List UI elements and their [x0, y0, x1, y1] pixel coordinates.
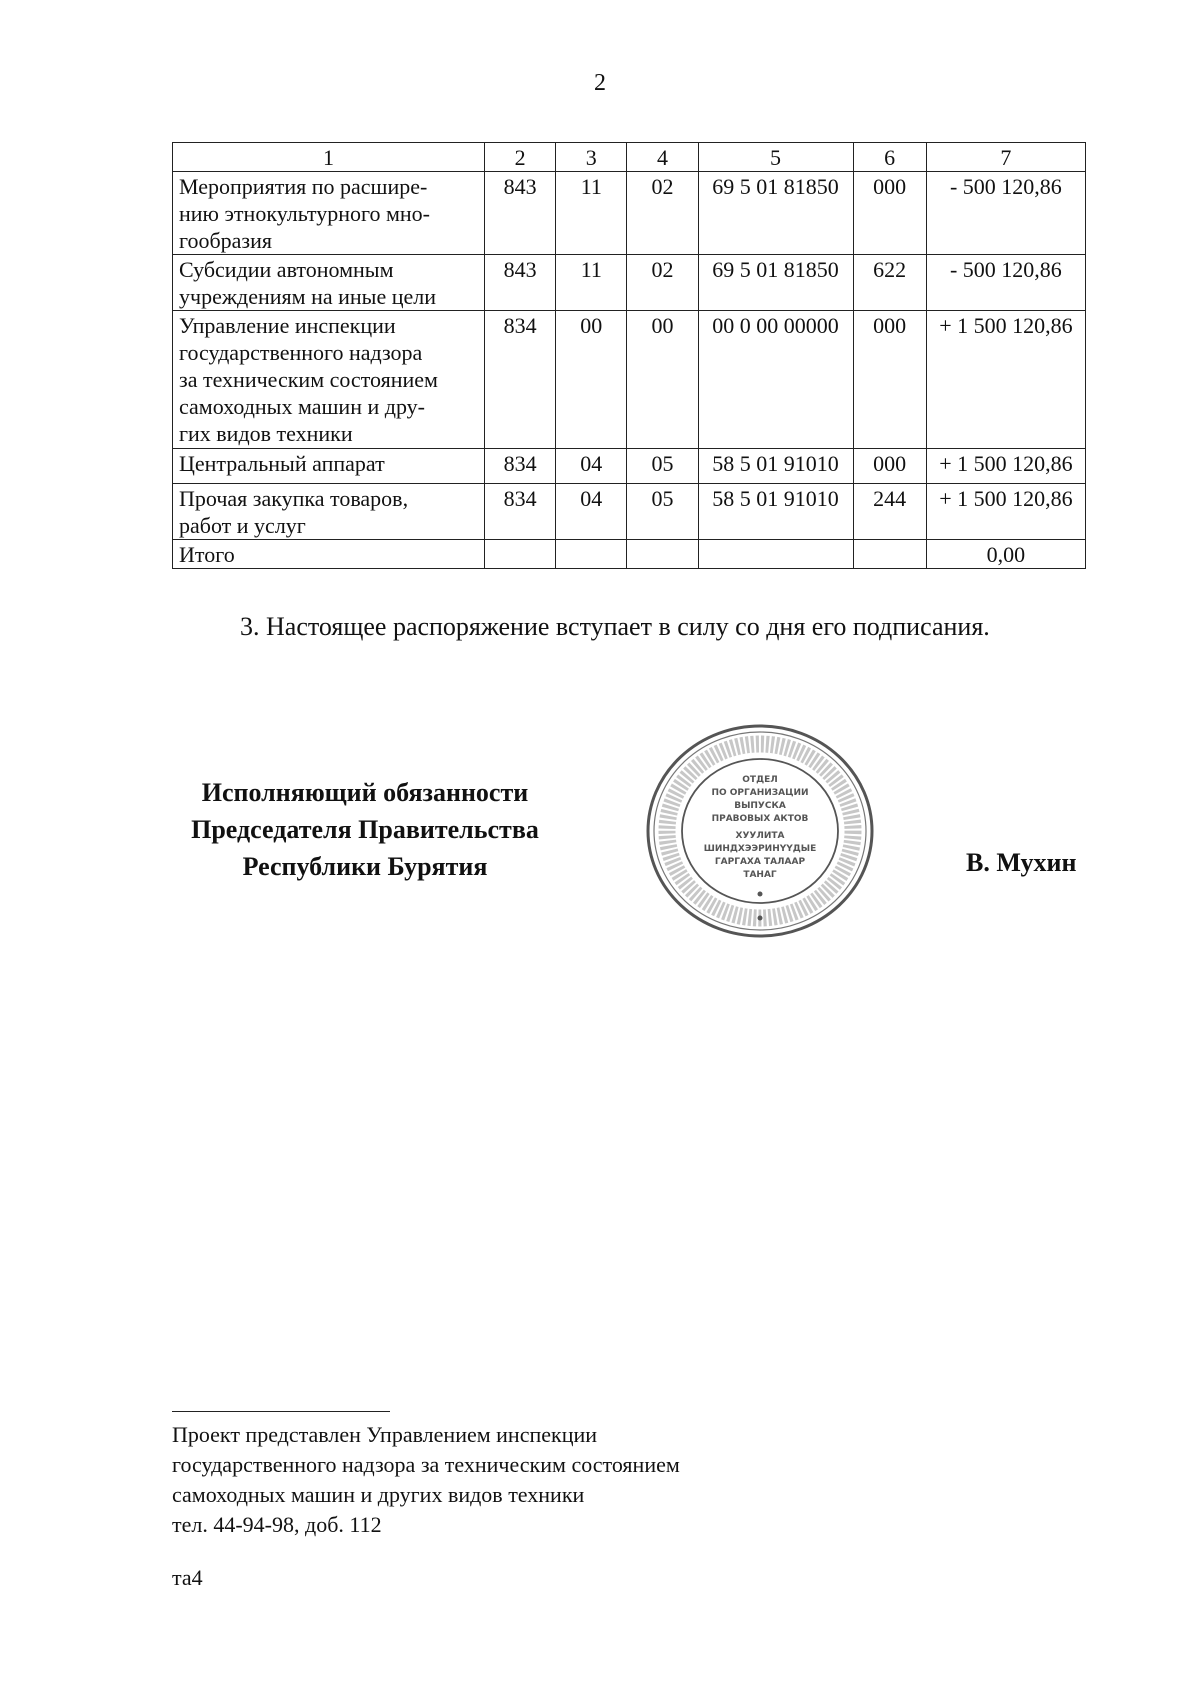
- cell-section: 04: [556, 484, 627, 540]
- cell-subsection: 00: [627, 311, 698, 449]
- cell-expense-type: 000: [853, 172, 926, 255]
- cell-ministry-code: 843: [485, 172, 556, 255]
- cell-expense-type: 000: [853, 311, 926, 449]
- official-seal-stamp: [644, 722, 876, 940]
- cell-subsection: 02: [627, 172, 698, 255]
- table-row: [173, 172, 1086, 255]
- cell-ministry-code: 843: [485, 255, 556, 311]
- seal-inner-line: ПО ОРГАНИЗАЦИИ: [711, 788, 809, 798]
- signature-title-line: Председателя Правительства: [191, 815, 539, 844]
- table-row: [173, 255, 1086, 311]
- footnote-line: самоходных машин и других видов техники: [172, 1482, 585, 1507]
- cell-subsection: 05: [627, 449, 698, 484]
- cell-section: 11: [556, 172, 627, 255]
- column-header: 3: [556, 143, 627, 172]
- seal-inner-line: ВЫПУСКА: [734, 801, 786, 811]
- column-header: 6: [853, 143, 926, 172]
- cell-target-article: 69 5 01 81850: [698, 255, 853, 311]
- cell-amount: 0,00: [926, 540, 1085, 569]
- signature-block: [170, 774, 560, 885]
- column-header: 1: [173, 143, 485, 172]
- footnote-rule: [172, 1411, 390, 1412]
- table-total-row: [173, 540, 1086, 569]
- seal-inner-line: ШИНДХЭЭРИНҮҮДЫЕ: [703, 844, 817, 854]
- cell-ministry-code: 834: [485, 449, 556, 484]
- seal-inner-line: ОТДЕЛ: [742, 775, 778, 785]
- cell-section: [556, 540, 627, 569]
- column-header: 2: [485, 143, 556, 172]
- cell-subsection: 05: [627, 484, 698, 540]
- table-row: [173, 449, 1086, 484]
- cell-expense-type: 244: [853, 484, 926, 540]
- cell-amount: + 1 500 120,86: [926, 449, 1085, 484]
- signature-title-line: Исполняющий обязанности: [201, 778, 529, 807]
- cell-expense-type: 622: [853, 255, 926, 311]
- clause-3: 3. Настоящее распоряжение вступает в силу со дня его подписания.: [240, 612, 990, 641]
- cell-ministry-code: 834: [485, 484, 556, 540]
- seal-inner-line: ХУУЛИТА: [735, 831, 785, 841]
- row-name: Мероприятия по расшире- нию этнокультурного мно- гообразия: [173, 172, 485, 255]
- cell-amount: + 1 500 120,86: [926, 484, 1085, 540]
- cell-section: 04: [556, 449, 627, 484]
- cell-amount: - 500 120,86: [926, 172, 1085, 255]
- cell-section: 00: [556, 311, 627, 449]
- table-row: [173, 484, 1086, 540]
- cell-ministry-code: 834: [485, 311, 556, 449]
- seal-dot-icon: [758, 892, 763, 897]
- seal-dot-icon: [758, 916, 763, 921]
- column-header: 4: [627, 143, 698, 172]
- signature-title-line: Республики Бурятия: [242, 852, 488, 881]
- cell-target-article: 58 5 01 91010: [698, 449, 853, 484]
- footnote-line: государственного надзора за техническим состоянием: [172, 1452, 680, 1477]
- page-number: 2: [594, 70, 606, 96]
- row-name: Итого: [173, 540, 485, 569]
- footnote-line: Проект представлен Управлением инспекции: [172, 1422, 598, 1447]
- seal-inner-line: ГАРГАХА ТАЛААР: [714, 857, 806, 867]
- document-code-mark: та4: [172, 1565, 203, 1590]
- cell-amount: + 1 500 120,86: [926, 311, 1085, 449]
- cell-target-article: 69 5 01 81850: [698, 172, 853, 255]
- row-name: Центральный аппарат: [173, 449, 485, 484]
- cell-target-article: 00 0 00 00000: [698, 311, 853, 449]
- column-header: 5: [698, 143, 853, 172]
- cell-expense-type: [853, 540, 926, 569]
- seal-inner-line: ТАНАГ: [743, 870, 777, 880]
- column-header: 7: [926, 143, 1085, 172]
- table-row: [173, 311, 1086, 449]
- footnote-line: тел. 44-94-98, доб. 112: [172, 1512, 382, 1537]
- cell-ministry-code: [485, 540, 556, 569]
- cell-target-article: 58 5 01 91010: [698, 484, 853, 540]
- cell-subsection: 02: [627, 255, 698, 311]
- budget-changes-table: [172, 142, 1086, 569]
- cell-subsection: [627, 540, 698, 569]
- table-header-row: [173, 143, 1086, 172]
- cell-amount: - 500 120,86: [926, 255, 1085, 311]
- row-name: Управление инспекции государственного надзора за техническим состоянием самоходных машин и дру- гих видов техники: [173, 311, 485, 449]
- cell-target-article: [698, 540, 853, 569]
- cell-expense-type: 000: [853, 449, 926, 484]
- seal-inner-line: ПРАВОВЫХ АКТОВ: [711, 814, 809, 824]
- cell-section: 11: [556, 255, 627, 311]
- row-name: Прочая закупка товаров, работ и услуг: [173, 484, 485, 540]
- signer-name: В. Мухин: [966, 848, 1077, 877]
- row-name: Субсидии автономным учреждениям на иные цели: [173, 255, 485, 311]
- footnote: [172, 1420, 680, 1540]
